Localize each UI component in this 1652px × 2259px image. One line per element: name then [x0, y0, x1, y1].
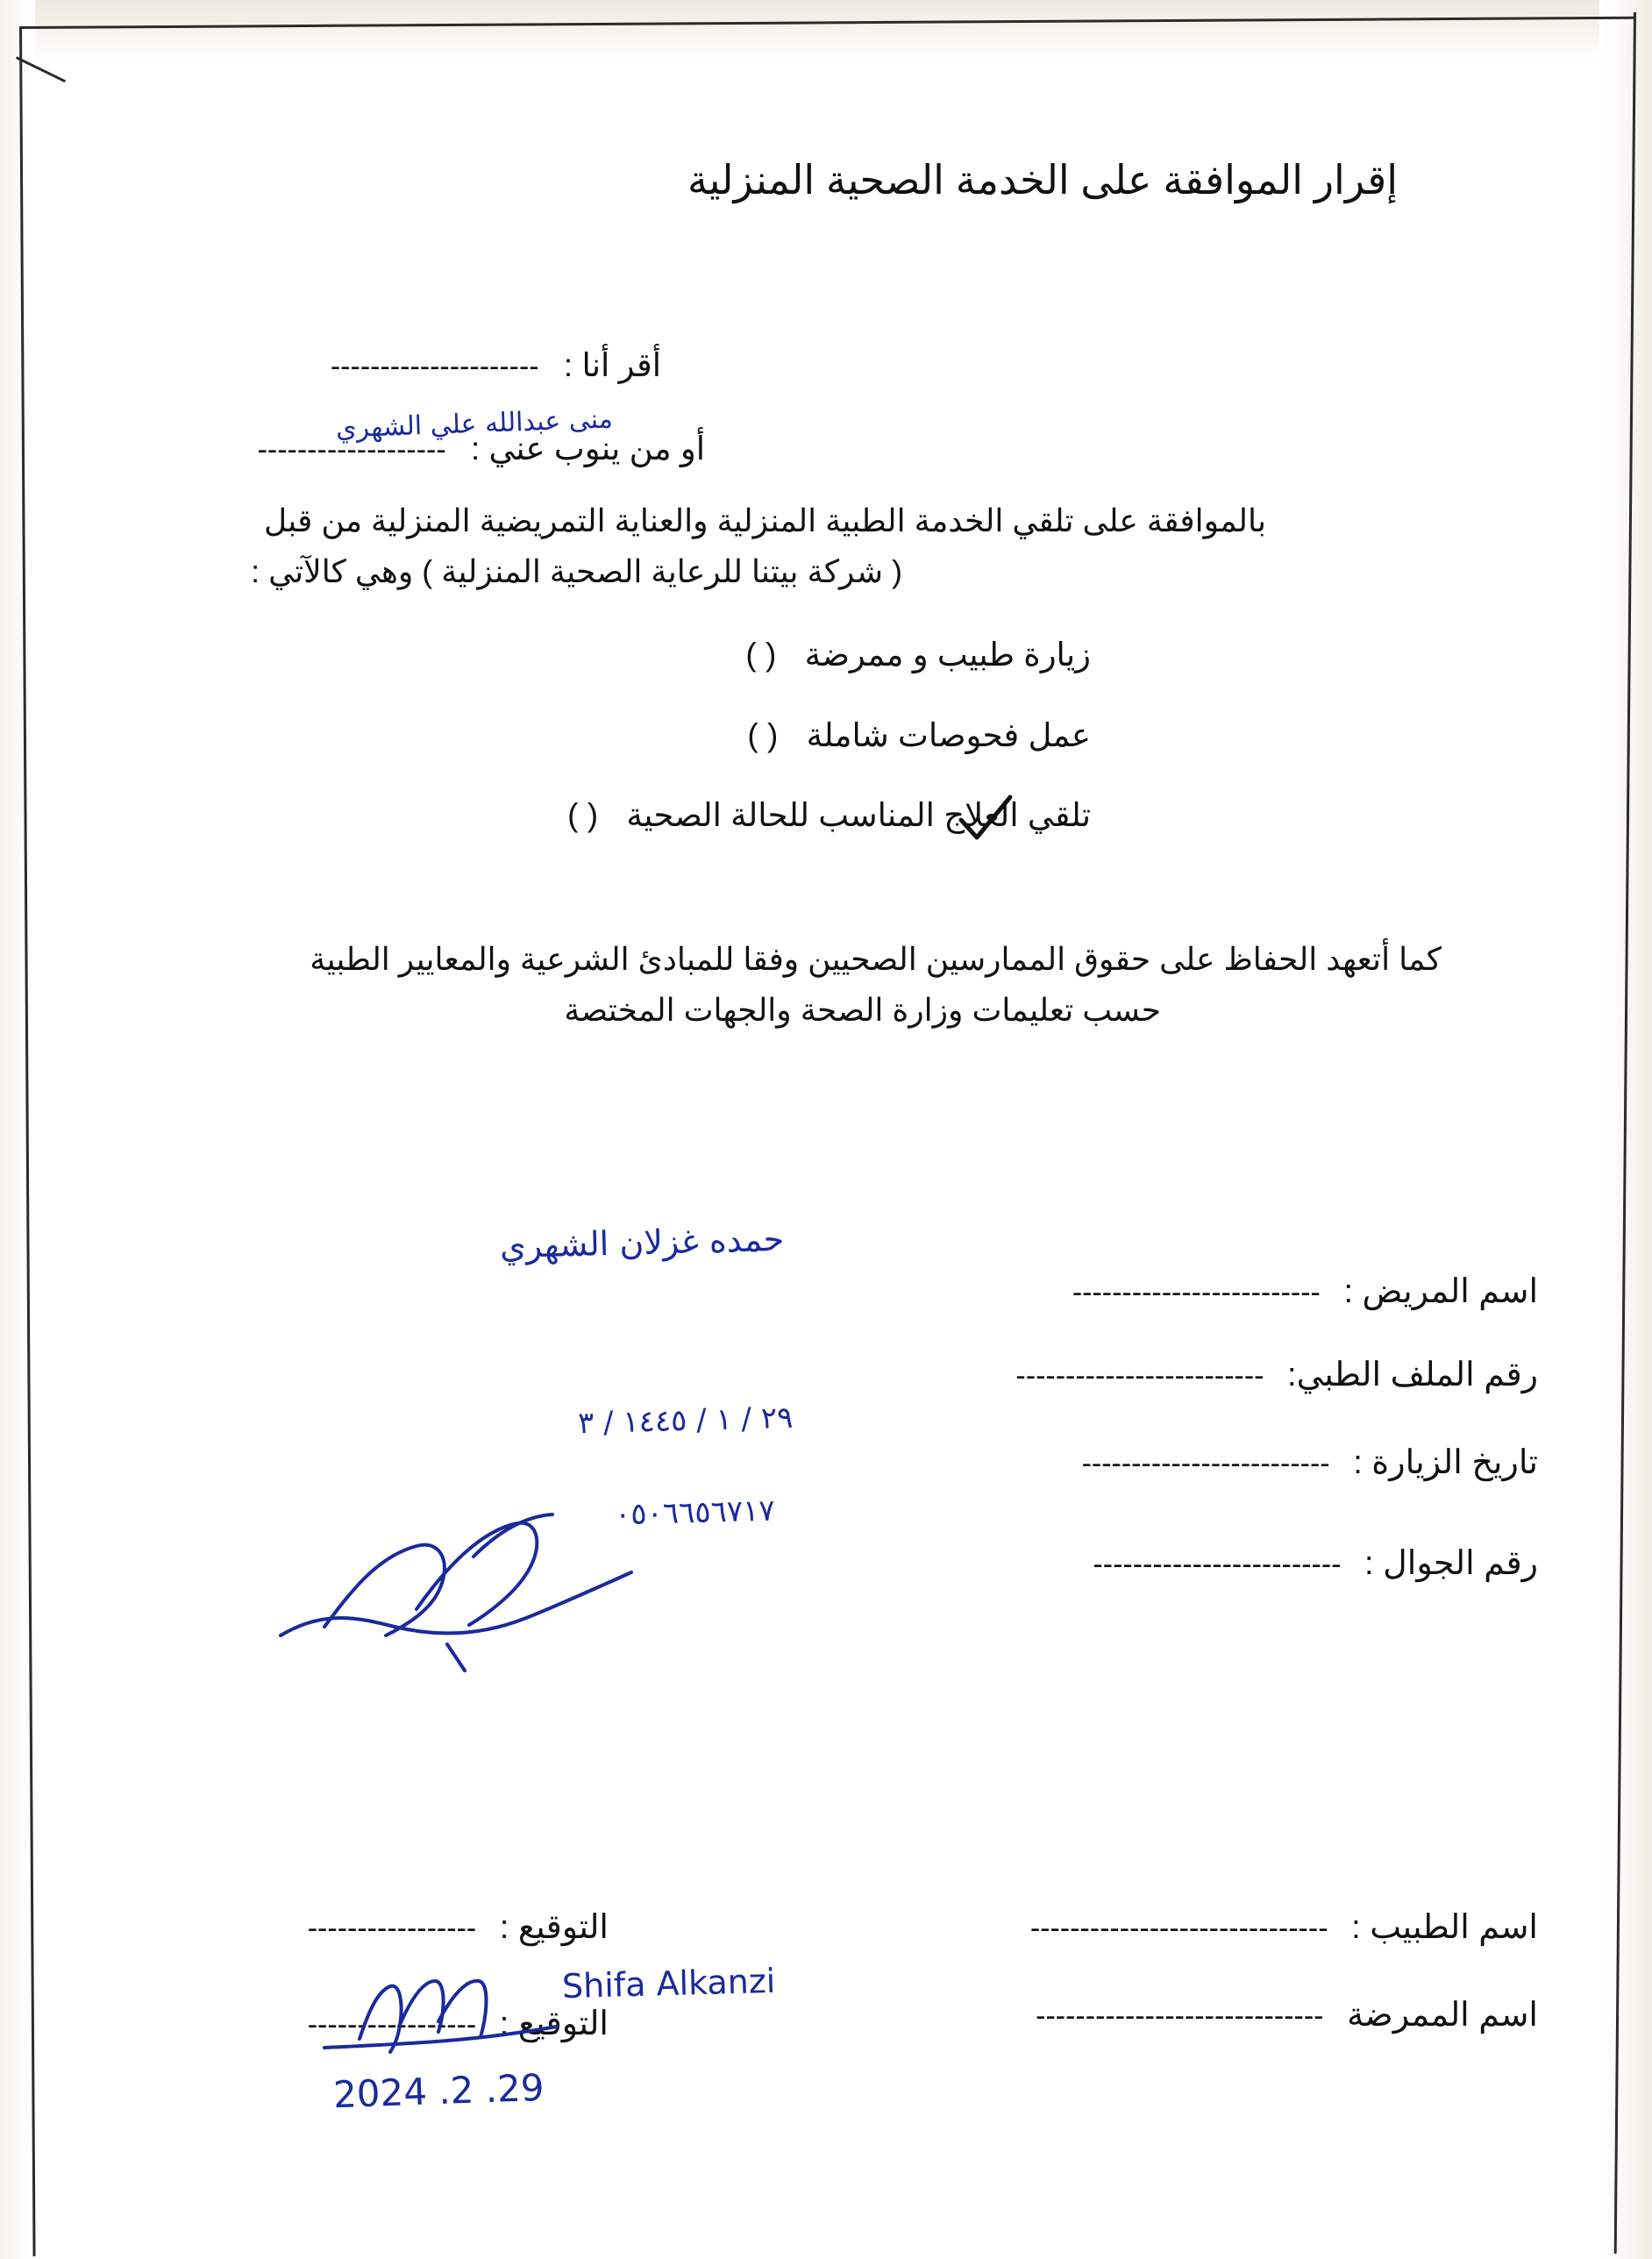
footer-row-doctor-name	[1030, 1907, 1538, 1947]
option-checkbox-3[interactable]: ( )	[567, 797, 599, 833]
field-value-visit-date: ٢٩ / ١ / ١٤٤٥ / ٣	[577, 1400, 794, 1442]
declaration-label: أقر أنا :	[563, 347, 661, 383]
option-row-2	[747, 716, 1091, 754]
footer-label-nurse-signature: التوقيع :	[499, 2006, 609, 2042]
field-row-medical-file-number	[1015, 1355, 1538, 1394]
footer-row-doctor-signature	[308, 1907, 609, 1947]
footer-label-doctor-name: اسم الطبيب :	[1351, 1909, 1538, 1946]
option-label-1: زيارة طبيب و ممرضة	[804, 637, 1091, 673]
field-row-visit-date	[1082, 1443, 1538, 1482]
field-value-mobile-number: ٠٥٠٦٦٥٦٧١٧	[614, 1493, 776, 1533]
field-blank-patient-name: -------------------------	[1072, 1276, 1321, 1309]
proxy-handwritten-value: منى عبدالله علي الشهري	[335, 403, 614, 445]
field-blank-visit-date: -------------------------	[1081, 1447, 1330, 1480]
pledge-line-2: حسب تعليمات وزارة الصحة والجهات المختصة	[564, 992, 1161, 1029]
option-row-1	[745, 636, 1091, 673]
field-row-patient-name	[1072, 1272, 1538, 1311]
page-title: إقرار الموافقة على الخدمة الصحية المنزلية	[687, 157, 1398, 203]
nurse-signature	[307, 1969, 570, 2074]
footer-label-nurse-name: اسم الممرضة	[1347, 1997, 1538, 2034]
consent-paragraph-line-2: ( شركة بيتنا للرعاية الصحية المنزلية ) وهي كالآتي :	[251, 553, 902, 590]
field-blank-medical-file-number: -------------------------	[1015, 1359, 1264, 1393]
field-label-medical-file-number: رقم الملف الطبي:	[1287, 1357, 1538, 1393]
field-label-patient-name: اسم المريض :	[1343, 1273, 1538, 1310]
footer-value-nurse-name: Shifa Alkanzi	[561, 1961, 776, 2006]
declaration-blank-line: ---------------------	[330, 350, 539, 383]
pledge-line-1: كما أتعهد الحفاظ على حقوق الممارسين الصحيين وفقا للمبادئ الشرعية والمعايير الطبية	[310, 941, 1442, 977]
footer-blank-nurse-signature: -----------------	[307, 2008, 477, 2042]
option-label-3: تلقي العلاج المناسب للحالة الصحية	[626, 797, 1091, 833]
consent-paragraph	[47, 495, 1266, 598]
pledge-paragraph	[39, 934, 1442, 1037]
option-label-2: عمل فحوصات شاملة	[806, 717, 1091, 753]
footer-blank-doctor-signature: -----------------	[307, 1912, 477, 1945]
field-blank-mobile-number: -------------------------	[1093, 1548, 1342, 1581]
proxy-blank-line: -------------------	[257, 433, 446, 467]
proxy-label: أو من ينوب عني :	[470, 431, 705, 467]
field-row-mobile-number	[1093, 1543, 1538, 1583]
footer-blank-nurse-name: -----------------------------	[1036, 1999, 1324, 2033]
option-checkbox-2[interactable]: ( )	[747, 717, 779, 753]
field-label-mobile-number: رقم الجوال :	[1364, 1545, 1538, 1582]
patient-signature	[263, 1504, 649, 1679]
footer-value-date: 29. 2. 2024	[332, 2065, 545, 2117]
footer-row-nurse-name	[1036, 1995, 1538, 2035]
field-label-visit-date: تاريخ الزيارة :	[1353, 1444, 1538, 1481]
checkmark-icon	[956, 794, 1017, 846]
consent-paragraph-line-1: بالموافقة على تلقي الخدمة الطبية المنزلية والعناية التمريضية المنزلية من قبل	[264, 502, 1266, 538]
footer-label-doctor-signature: التوقيع :	[499, 1909, 609, 1946]
declaration-row	[331, 346, 661, 384]
field-value-patient-name: حمده غزلان الشهري	[499, 1219, 785, 1266]
footer-blank-doctor-name: ------------------------------	[1029, 1912, 1328, 1945]
option-checkbox-1[interactable]: ( )	[745, 637, 777, 673]
